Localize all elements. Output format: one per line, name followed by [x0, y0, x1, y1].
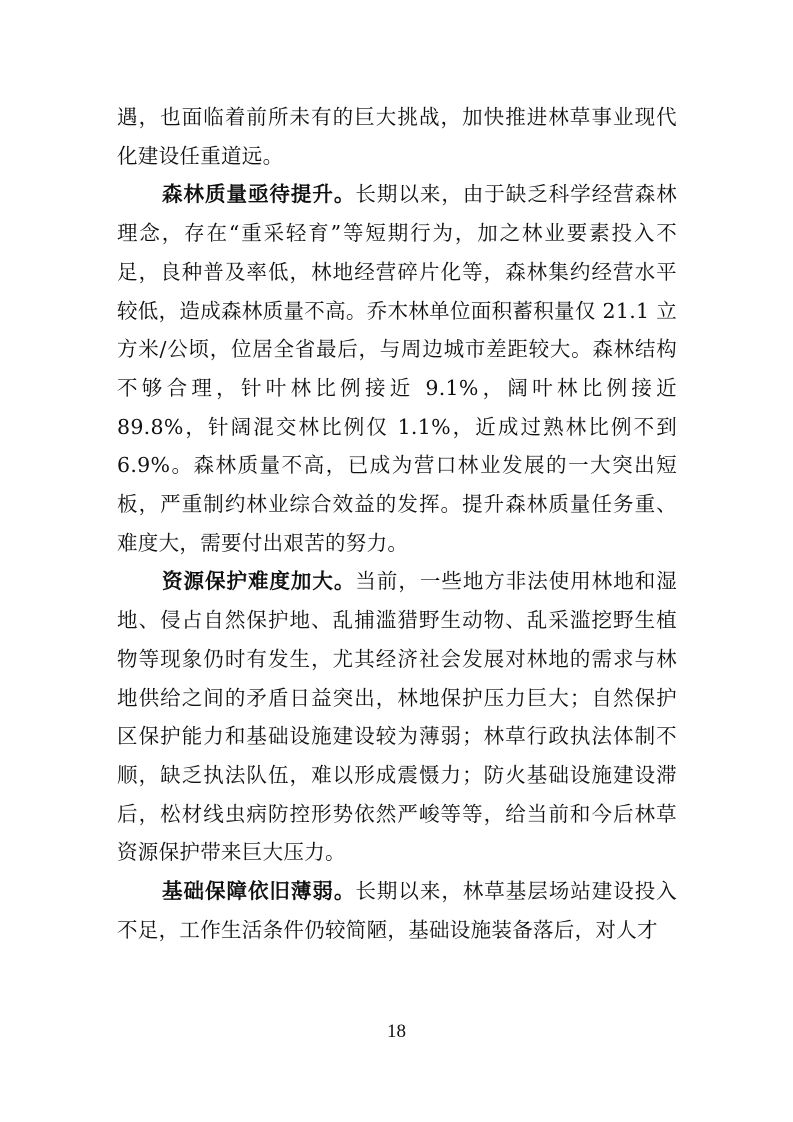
paragraph-forest-quality [117, 175, 677, 562]
paragraph-continuation [117, 98, 677, 175]
paragraph-text: 遇，也面临着前所未有的巨大挑战，加快推进林草事业现代化建设任重道远。 [117, 105, 677, 168]
paragraph-text: 长期以来，由于缺乏科学经营森林理念，存在“重采轻育”等短期行为，加之林业要素投入不足，良种普及率低，林地经营碎片化等，森林集约经营水平较低，造成森林质量不高。乔木林单位面积蓄积量仅 21.1 立方米/公顷，位居全省最后，与周边城市差距较大。森林结构不够合理，针叶林比例接近 9.1%，阔叶林比例接近 89.8%，针阔混交林比例仅 1.1%，近成过熟林比例不到 6.9%。森林质量不高，已成为营口林业发展的一大突出短板，严重制约林业综合效益的发挥。提升森林质量任务重、难度大，需要付出艰苦的努力。 [117, 182, 678, 555]
paragraph-text: 长期以来，林草基层场站建设投入不足，工作生活条件仍较简陋，基础设施装备落后，对人才 [117, 879, 678, 942]
paragraph-text: 当前，一些地方非法使用林地和湿地、侵占自然保护地、乱捕滥猎野生动物、乱采滥挖野生植物等现象仍时有发生，尤其经济社会发展对林地的需求与林地供给之间的矛盾日益突出，林地保护压力巨大；自然保护区保护能力和基础设施建设较为薄弱；林草行政执法体制不顺，缺乏执法队伍，难以形成震慑力；防火基础设施建设滞后，松材线虫病防控形势依然严峻等等，给当前和今后林草资源保护带来巨大压力。 [117, 569, 678, 865]
paragraph-heading: 森林质量亟待提升。 [162, 182, 356, 207]
paragraph-infrastructure [117, 872, 677, 949]
page-number: 18 [387, 1021, 406, 1042]
paragraph-resource-protection [117, 562, 677, 872]
body-text [117, 98, 677, 949]
paragraph-heading: 资源保护难度加大。 [162, 569, 356, 594]
paragraph-heading: 基础保障依旧薄弱。 [162, 879, 356, 904]
